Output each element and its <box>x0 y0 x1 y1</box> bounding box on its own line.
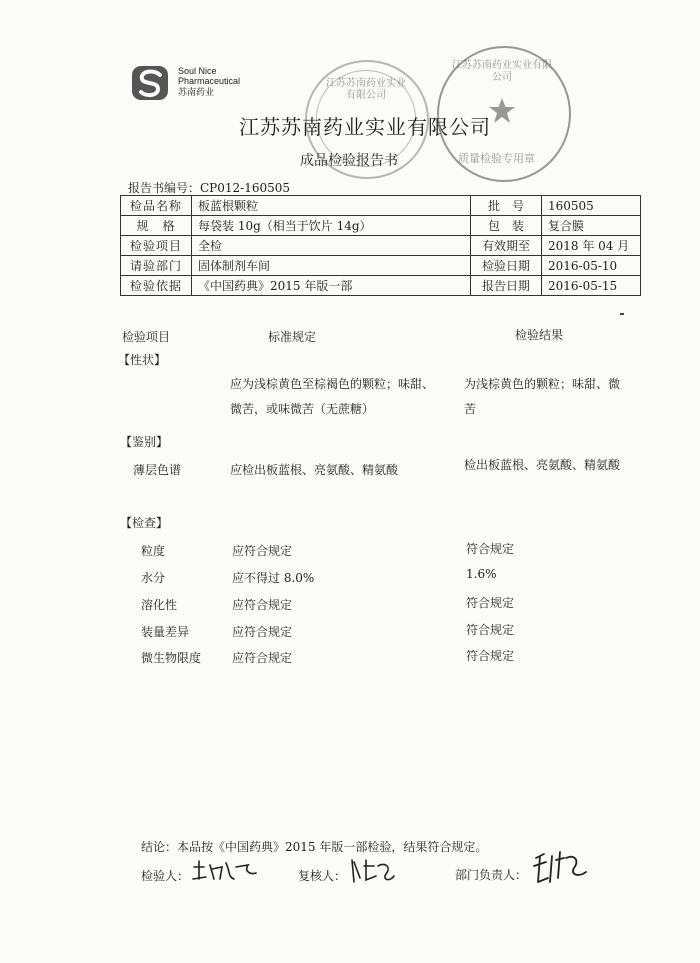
inspection-result: 1.6% <box>466 567 497 581</box>
stamp-right-bottom-text: 质量检验专用章 <box>458 152 535 165</box>
identification-standard: 应检出板蓝根、亮氨酸、精氨酸 <box>230 463 399 477</box>
info-table <box>120 195 641 296</box>
logo-line2: Pharmaceutical <box>178 76 241 86</box>
inspection-standard: 应不得过 8.0% <box>232 571 315 585</box>
inspection-item: 微生物限度 <box>141 651 202 665</box>
header-result: 检验结果 <box>515 328 564 342</box>
inspection-item: 水分 <box>141 571 166 585</box>
inspection-result: 符合规定 <box>466 649 515 663</box>
label-expiry: 有效期至 <box>471 236 542 256</box>
value-batch: 160505 <box>542 196 641 216</box>
value-test-date: 2016-05-10 <box>542 256 641 276</box>
section-identification: 【鉴别】 <box>120 435 169 449</box>
report-number: 报告书编号：CP012-160505 <box>128 181 291 195</box>
inspection-result: 符合规定 <box>466 542 515 556</box>
label-product: 检品名称 <box>121 196 192 216</box>
inspector-signature-icon <box>190 857 260 885</box>
characteristics-standard: 应为浅棕黄色至棕褐色的颗粒；味甜、微苦，或味微苦（无蔗糖） <box>230 377 435 416</box>
inspection-standard: 应符合规定 <box>232 544 293 558</box>
label-spec: 规 格 <box>121 216 192 236</box>
reviewer-signature-icon <box>348 856 398 888</box>
inspection-item: 溶化性 <box>141 598 178 612</box>
inspection-standard: 应符合规定 <box>232 625 293 639</box>
value-basis: 《中国药典》2015 年版一部 <box>192 276 471 296</box>
label-batch: 批 号 <box>471 196 542 216</box>
label-test-date: 检验日期 <box>471 256 542 276</box>
inspector-label: 检验人： <box>141 869 190 883</box>
inspection-standard: 应符合规定 <box>232 598 293 612</box>
value-product: 板蓝根颗粒 <box>192 196 471 216</box>
report-title: 成品检验报告书 <box>300 153 398 169</box>
header-standard: 标准规定 <box>268 330 317 344</box>
value-dept: 固体制剂车间 <box>192 256 471 276</box>
inspection-result: 符合规定 <box>466 596 515 610</box>
reviewer-label: 复核人： <box>298 869 347 883</box>
info-row <box>121 236 641 256</box>
label-test-items: 检验项目 <box>121 236 192 256</box>
company-logo-icon <box>130 63 174 103</box>
info-row <box>121 256 641 276</box>
inspection-standard: 应符合规定 <box>232 651 293 665</box>
value-package: 复合膜 <box>542 216 641 236</box>
characteristics-result: 为浅棕黄色的颗粒；味甜、微苦 <box>464 377 621 416</box>
inspection-item: 装量差异 <box>141 625 190 639</box>
value-report-date: 2016-05-15 <box>542 276 641 296</box>
label-package: 包 装 <box>471 216 542 236</box>
dept-head-signature-icon <box>530 848 590 888</box>
label-basis: 检验依据 <box>121 276 192 296</box>
label-dept: 请验部门 <box>121 256 192 276</box>
conclusion: 结论：本品按《中国药典》2015 年版一部检验，结果符合规定。 <box>141 840 488 854</box>
inspection-item: 粒度 <box>141 544 166 558</box>
section-inspection: 【检查】 <box>120 516 169 530</box>
stamp-left-text: 江苏苏南药业实业有限公司 <box>326 78 406 101</box>
info-row <box>121 196 641 216</box>
info-row <box>121 216 641 236</box>
value-spec: 每袋装 10g（相当于饮片 14g） <box>192 216 471 236</box>
stray-mark <box>620 313 624 315</box>
value-expiry: 2018 年 04 月 <box>542 236 641 256</box>
stamp-right-text: 江苏苏南药业实业有限公司 <box>452 60 552 83</box>
header-test-item: 检验项目 <box>122 330 171 344</box>
section-characteristics: 【性状】 <box>118 353 167 367</box>
value-test-items: 全检 <box>192 236 471 256</box>
logo-line1: Soul Nice <box>178 66 217 76</box>
identification-item: 薄层色谱 <box>133 463 182 477</box>
label-report-date: 报告日期 <box>471 276 542 296</box>
inspection-result: 符合规定 <box>466 623 515 637</box>
logo-line3: 苏南药业 <box>178 87 215 97</box>
identification-result: 检出板蓝根、亮氨酸、精氨酸 <box>464 458 621 472</box>
company-name: 江苏苏南药业实业有限公司 <box>239 115 491 139</box>
dept-head-label: 部门负责人： <box>455 868 528 882</box>
info-row <box>121 276 641 296</box>
